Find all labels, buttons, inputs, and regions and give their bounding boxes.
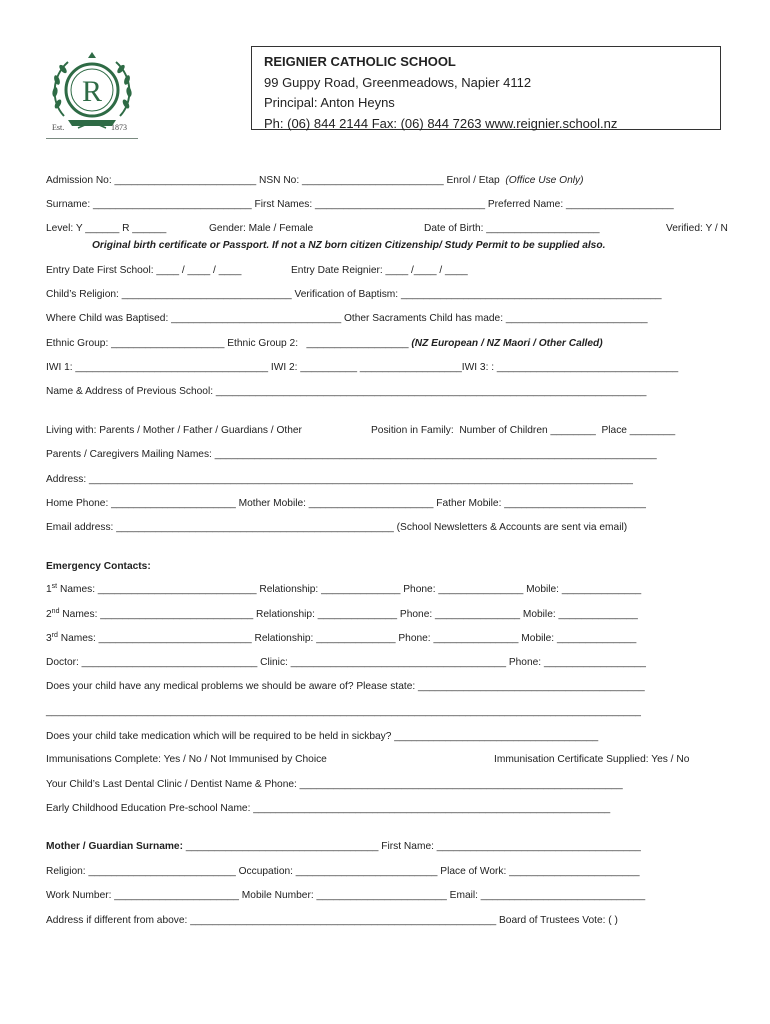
doctor-row[interactable]: Doctor: _______________________________ Clinic: ______________________________________ Phone: __________________ [46,657,646,668]
date-of-birth-field[interactable]: Date of Birth: ____________________ [424,223,603,234]
mother-guardian-row [46,839,726,855]
immunisations-complete-field[interactable]: Immunisations Complete: Yes / No / Not Immunised by Choice [46,754,327,765]
preferred-name-field[interactable]: Preferred Name: ___________________ [487,199,674,210]
baptism-sacraments-row[interactable]: Where Child was Baptised: ______________________________ Other Sacraments Child has made: _________________________ [46,313,648,324]
ethnic-group-note: (NZ European / NZ Maori / Other Called) [411,338,603,349]
ethnic-group-row [46,336,726,352]
names-row [46,197,726,213]
nsn-number-field[interactable]: NSN No: _________________________ [258,175,447,186]
logo-est-label: Est. [52,123,65,132]
logo-divider [46,138,138,139]
level-row [46,221,726,237]
verified-field[interactable]: Verified: Y / N [666,223,728,234]
phones-row[interactable]: Home Phone: ______________________ Mother Mobile: ______________________ Father Mobile: _________________________ [46,498,646,509]
guardian-work-row[interactable]: Work Number: ______________________ Mobile Number: _______________________ Email: _____________________________ [46,890,646,901]
school-address: 99 Guppy Road, Greenmeadows, Napier 4112 [264,74,532,90]
admission-number-field[interactable]: Admission No: _________________________ [46,175,259,186]
entry-dates-row [46,263,726,279]
medical-problems-row[interactable]: Does your child have any medical problems we should be aware of? Please state: ________________________________________ [46,681,645,692]
early-childhood-row[interactable]: Early Childhood Education Pre-school Name: _______________________________________________________________ [46,803,611,814]
medication-row[interactable]: Does your child take medication which will be required to be held in sickbay? ____________________________________ [46,731,599,742]
previous-school-row[interactable]: Name & Address of Previous School: ____________________________________________________________________________ [46,386,647,397]
medical-problems-extra-line[interactable]: _________________________________________________________________________________________________________ [46,706,641,717]
guardian-address-row[interactable]: Address if different from above: ______________________________________________________ Board of Trustees Vote: ( ) [46,915,618,926]
emergency-contact-2-row[interactable]: 2nd Names: ___________________________ Relationship: ______________ Phone: _______________ Mobile: ______________ [46,608,638,620]
entry-date-reignier-field[interactable]: Entry Date Reignier: ____ /____ / ____ [291,265,468,276]
logo-letter: R [81,75,103,108]
iwi-row[interactable]: IWI 1: __________________________________ IWI 2: __________ __________________IWI 3: : ________________________________ [46,362,679,373]
school-principal: Principal: Anton Heyns [264,95,395,110]
emergency-contact-1-row[interactable]: 1st Names: ____________________________ Relationship: ______________ Phone: _______________ Mobile: ______________ [46,583,642,595]
birth-certificate-note: Original birth certificate or Passport. If not a NZ born citizen Citizenship/ Study Permit to be supplied also. [92,240,606,251]
guardian-religion-row[interactable]: Religion: __________________________ Occupation: _________________________ Place of Work: _______________________ [46,866,640,877]
school-name: REIGNIER CATHOLIC SCHOOL [264,54,456,69]
living-with-row [46,423,726,439]
ethnic-group-fields[interactable]: Ethnic Group: ____________________ Ethnic Group 2: __________________ [46,338,412,349]
mailing-names-row[interactable]: Parents / Caregivers Mailing Names: ______________________________________________________________________________ [46,449,657,460]
enrol-label: Enrol / Etap [446,175,506,186]
immunisation-row [46,752,726,768]
surname-field[interactable]: Surname: ____________________________ [46,199,255,210]
position-in-family-field[interactable]: Position in Family: Number of Children ________ Place ________ [371,425,676,436]
first-names-field[interactable]: First Names: ______________________________ [254,199,488,210]
religion-baptism-row[interactable]: Child’s Religion: ______________________________ Verification of Baptism: ______________________________________________ [46,289,662,300]
address-row[interactable]: Address: ________________________________________________________________________________________________ [46,474,633,485]
level-field[interactable]: Level: Y ______ R ______ [46,223,167,234]
living-with-field[interactable]: Living with: Parents / Mother / Father / Guardians / Other [46,425,302,436]
immunisation-certificate-field[interactable]: Immunisation Certificate Supplied: Yes / No [494,754,690,765]
mother-guardian-fields[interactable]: __________________________________ First Name: ____________________________________ [185,841,641,852]
emergency-contacts-heading: Emergency Contacts: [46,561,151,572]
school-header-box [251,46,721,130]
dental-clinic-row[interactable]: Your Child’s Last Dental Clinic / Dentist Name & Phone: _________________________________________________________ [46,779,623,790]
logo-year: 1873 [111,123,127,132]
admission-row [46,173,726,189]
emergency-contact-3-row[interactable]: 3rd Names: ___________________________ Relationship: ______________ Phone: _______________ Mobile: ______________ [46,632,637,644]
school-contact: Ph: (06) 844 2144 Fax: (06) 844 7263 www.reignier.school.nz [264,115,618,131]
gender-field[interactable]: Gender: Male / Female [209,223,314,234]
entry-date-first-school-field[interactable]: Entry Date First School: ____ / ____ / ____ [46,265,242,276]
email-row[interactable]: Email address: _________________________________________________ (School Newsletters & Accounts are sent via email) [46,522,628,533]
office-use-note: (Office Use Only) [505,175,584,186]
mother-guardian-surname-label: Mother / Guardian Surname: [46,841,186,852]
